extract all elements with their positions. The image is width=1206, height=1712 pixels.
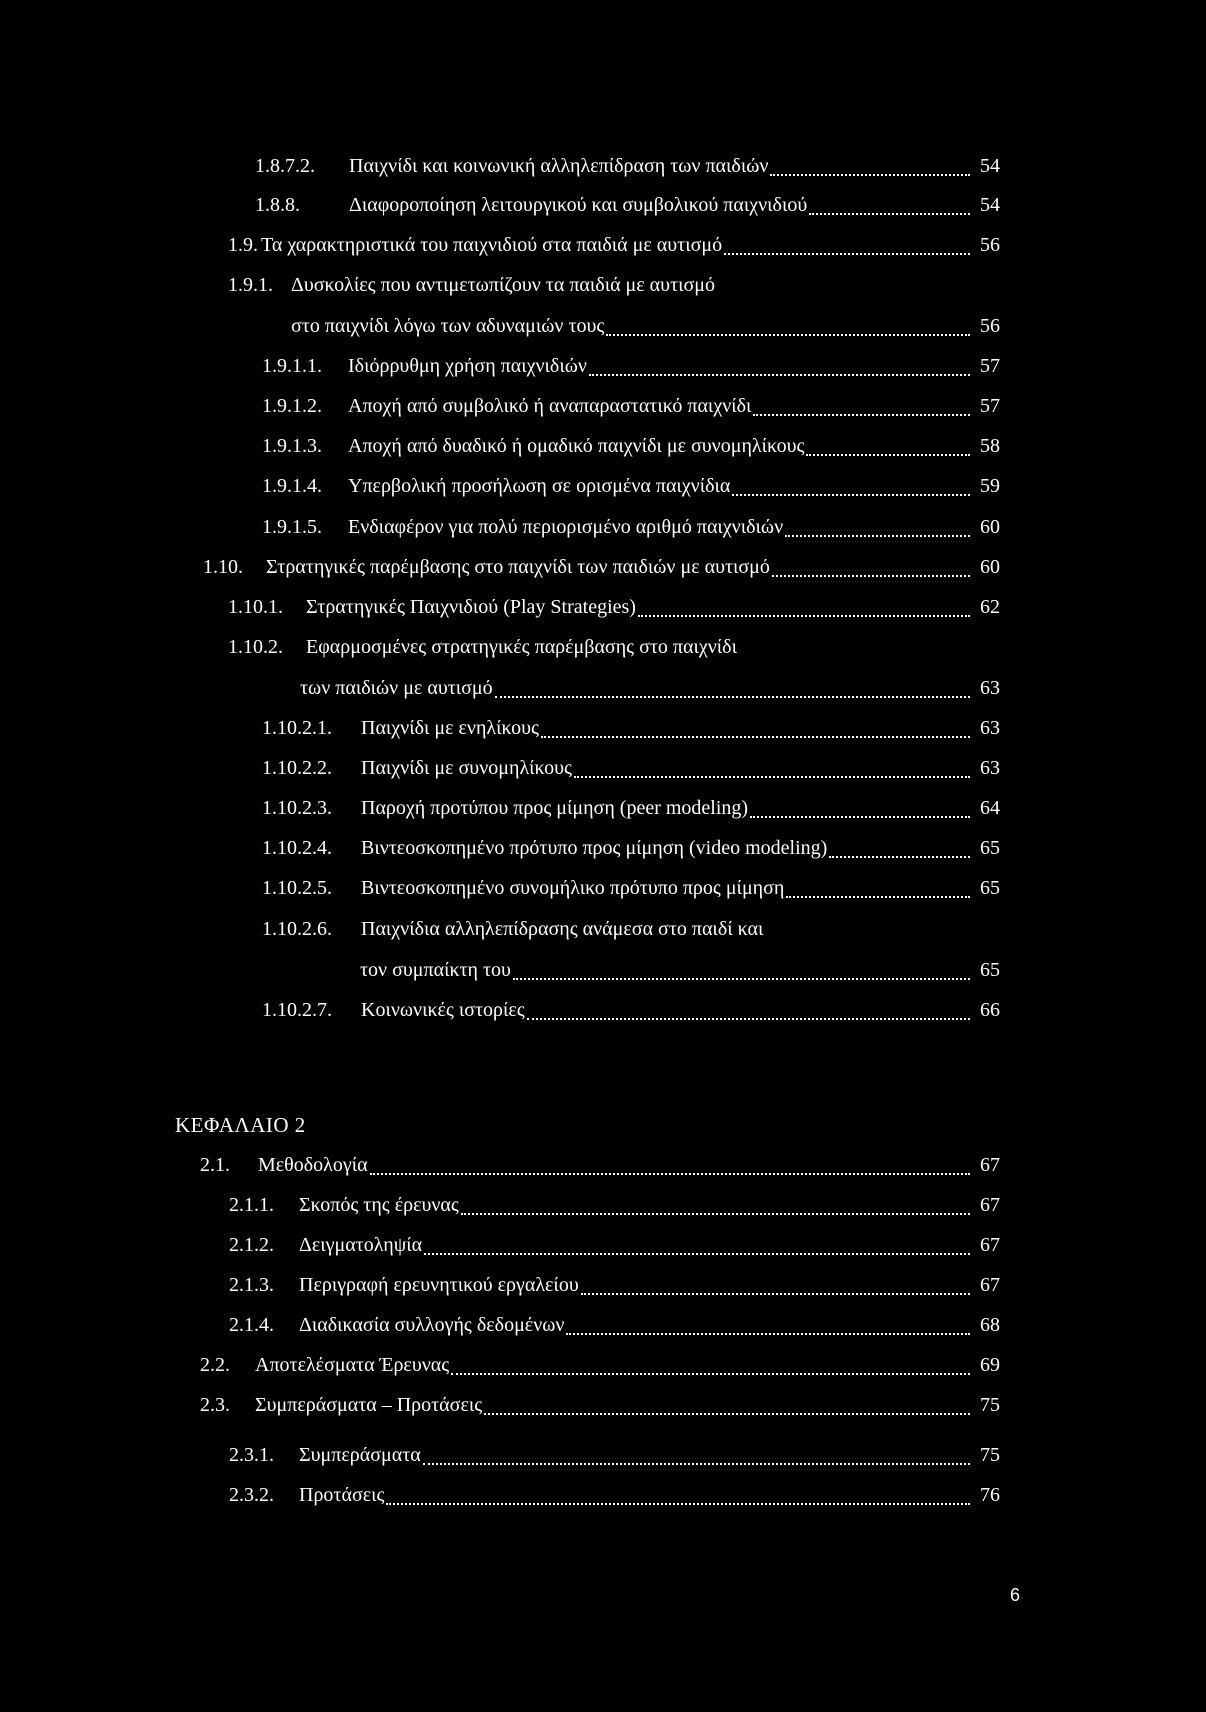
toc-entry-leader — [806, 431, 970, 456]
toc-entry — [228, 632, 1000, 662]
toc-entry-page: 65 — [980, 877, 1000, 899]
toc-entry-title: Παιχνίδι με ενηλίκους — [361, 717, 539, 739]
toc-entry-page: 64 — [980, 797, 1000, 819]
toc-entry-number: 2.1. — [200, 1154, 230, 1176]
toc-entry-page: 76 — [980, 1484, 1000, 1506]
toc-entry — [262, 391, 1000, 421]
toc-entry — [262, 431, 1000, 461]
toc-entry-title: Κοινωνικές ιστορίες — [361, 999, 525, 1021]
toc-entry-number: 2.3.1. — [229, 1444, 274, 1466]
toc-entry-leader — [386, 1480, 970, 1505]
toc-entry — [262, 471, 1000, 501]
toc-entry-leader — [786, 873, 970, 898]
toc-entry-title: Συμπεράσματα — [299, 1444, 421, 1466]
toc-entry-title: Προτάσεις — [299, 1484, 385, 1506]
toc-entry-leader — [461, 1190, 970, 1215]
toc-entry-number: 2.3. — [200, 1394, 230, 1416]
toc-entry — [300, 673, 1000, 703]
toc-entry — [255, 190, 1000, 220]
toc-entry — [360, 955, 1000, 985]
toc-entry-leader — [527, 995, 970, 1020]
toc-entry — [203, 552, 1000, 582]
toc-entry-title: Συμπεράσματα – Προτάσεις — [255, 1394, 483, 1416]
toc-entry-page: 68 — [980, 1314, 1000, 1336]
toc-entry-leader — [495, 673, 970, 698]
toc-entry-page: 63 — [980, 757, 1000, 779]
toc-entry-page: 65 — [980, 837, 1000, 859]
toc-entry-number: 2.3.2. — [229, 1484, 274, 1506]
toc-entry — [229, 1270, 1000, 1300]
toc-entry-title: Διαδικασία συλλογής δεδομένων — [299, 1314, 565, 1336]
toc-entry — [229, 1440, 1000, 1470]
toc-entry-title: Διαφοροποίηση λειτουργικού και συμβολικού παιχνιδιού — [349, 194, 808, 216]
toc-entry-leader — [829, 833, 970, 858]
toc-entry-title: Βιντεοσκοπημένο πρότυπο προς μίμηση (video modeling) — [361, 837, 828, 859]
toc-entry-leader — [750, 793, 970, 818]
toc-entry-number: 2.2. — [200, 1354, 230, 1376]
toc-entry — [228, 592, 1000, 622]
toc-entry-number: 1.9.1.1. — [262, 355, 322, 377]
toc-entry-leader — [606, 311, 970, 336]
toc-entry-page: 63 — [980, 677, 1000, 699]
toc-entry-number: 1.9.1.4. — [262, 475, 322, 497]
toc-entry-number: 1.10.2.2. — [262, 757, 332, 779]
toc-entry-number: 2.1.2. — [229, 1234, 274, 1256]
toc-entry-leader — [770, 151, 970, 176]
toc-entry-title: Στρατηγικές παρέμβασης στο παιχνίδι των παιδιών με αυτισμό — [266, 556, 770, 578]
toc-entry-page: 59 — [980, 475, 1000, 497]
toc-entry-number: 1.10.2.5. — [262, 877, 332, 899]
toc-entry-title: Στρατηγικές Παιχνιδιού (Play Strategies) — [306, 596, 636, 618]
toc-entry-leader — [724, 230, 970, 255]
toc-entry-title: Τα χαρακτηριστικά του παιχνιδιού στα παιδιά με αυτισμό — [261, 234, 723, 256]
toc-entry-page: 69 — [980, 1354, 1000, 1376]
toc-entry — [229, 1190, 1000, 1220]
toc-entry-title: Μεθοδολογία — [258, 1154, 368, 1176]
toc-entry-page: 57 — [980, 395, 1000, 417]
toc-entry-title: Δειγματοληψία — [299, 1234, 423, 1256]
toc-entry-title: Σκοπός της έρευνας — [299, 1194, 459, 1216]
toc-entry-page: 56 — [980, 234, 1000, 256]
toc-entry-title: Ενδιαφέρον για πολύ περιορισμένο αριθμό παιχνιδιών — [348, 516, 784, 538]
toc-entry — [229, 1480, 1000, 1510]
toc-entry-title: των παιδιών με αυτισμό — [300, 677, 493, 699]
toc-entry-number: 1.9.1.5. — [262, 516, 322, 538]
toc-entry-number: 1.9. — [228, 234, 258, 256]
toc-entry-page: 66 — [980, 999, 1000, 1021]
toc-entry — [228, 270, 1000, 300]
toc-entry-leader — [785, 512, 970, 537]
toc-entry-number: 1.9.1. — [228, 274, 273, 296]
toc-entry-number: 1.8.8. — [255, 194, 300, 216]
toc-entry-number: 1.10.2.4. — [262, 837, 332, 859]
toc-entry — [229, 1230, 1000, 1260]
toc-entry-page: 63 — [980, 717, 1000, 739]
toc-entry-page: 67 — [980, 1234, 1000, 1256]
toc-entry-leader — [423, 1440, 970, 1465]
toc-entry-title: Αποχή από δυαδικό ή ομαδικό παιχνίδι με συνομηλίκους — [348, 435, 805, 457]
toc-entry — [200, 1350, 1000, 1380]
toc-entry-page: 62 — [980, 596, 1000, 618]
toc-entry — [262, 873, 1000, 903]
toc-entry-leader — [451, 1350, 970, 1375]
toc-entry — [262, 995, 1000, 1025]
toc-entry-title: Εφαρμοσμένες στρατηγικές παρέμβασης στο παιχνίδι — [306, 636, 737, 658]
toc-entry-title: Δυσκολίες που αντιμετωπίζουν τα παιδιά με αυτισμό — [291, 274, 715, 296]
toc-entry — [262, 512, 1000, 542]
toc-entry — [262, 793, 1000, 823]
toc-entry — [291, 311, 1000, 341]
toc-entry-leader — [809, 190, 970, 215]
toc-entry-page: 75 — [980, 1444, 1000, 1466]
toc-entry-number: 1.10.2.1. — [262, 717, 332, 739]
toc-entry-leader — [541, 713, 970, 738]
toc-entry-page: 60 — [980, 556, 1000, 578]
toc-entry-title: Παροχή προτύπου προς μίμηση (peer modeling) — [361, 797, 749, 819]
toc-entry-page: 58 — [980, 435, 1000, 457]
toc-entry-page: 75 — [980, 1394, 1000, 1416]
toc-entry-number: 1.9.1.3. — [262, 435, 322, 457]
toc-entry-leader — [574, 753, 970, 778]
toc-entry-title: τον συμπαίκτη του — [360, 959, 511, 981]
toc-entry — [262, 713, 1000, 743]
toc-entry-title: στο παιχνίδι λόγω των αδυναμιών τους — [291, 315, 605, 337]
toc-entry-number: 1.10.2.7. — [262, 999, 332, 1021]
toc-entry-leader — [638, 592, 970, 617]
toc-entry-title: Παιχνίδια αλληλεπίδρασης ανάμεσα στο παιδί και — [361, 918, 764, 940]
toc-entry — [262, 833, 1000, 863]
toc-entry-title: Αποτελέσματα Έρευνας — [255, 1354, 450, 1376]
toc-entry-title: Περιγραφή ερευνητικού εργαλείου — [299, 1274, 579, 1296]
toc-entry-number: 2.1.3. — [229, 1274, 274, 1296]
toc-entry-leader — [753, 391, 970, 416]
toc-entry — [262, 753, 1000, 783]
toc-entry-number: 1.10. — [203, 556, 243, 578]
toc-entry-page: 57 — [980, 355, 1000, 377]
toc-entry-number: 1.10.2.6. — [262, 918, 332, 940]
toc-entry-title: Αποχή από συμβολικό ή αναπαραστατικό παιχνίδι — [348, 395, 752, 417]
toc-entry-page: 60 — [980, 516, 1000, 538]
toc-entry-number: 2.1.4. — [229, 1314, 274, 1336]
toc-entry-leader — [424, 1230, 970, 1255]
toc-entry-page: 65 — [980, 959, 1000, 981]
toc-entry — [228, 230, 1000, 260]
toc-entry-page: 67 — [980, 1274, 1000, 1296]
chapter-heading: ΚΕΦΑΛΑΙΟ 2 — [175, 1113, 306, 1137]
toc-entry-page: 54 — [980, 155, 1000, 177]
toc-entry-number: 1.8.7.2. — [255, 155, 315, 177]
toc-entry-title: Βιντεοσκοπημένο συνομήλικο πρότυπο προς μίμηση — [361, 877, 785, 899]
toc-entry — [262, 914, 1000, 944]
toc-entry-number: 2.1.1. — [229, 1194, 274, 1216]
page-number: 6 — [1009, 1585, 1020, 1605]
toc-entry-page: 67 — [980, 1194, 1000, 1216]
toc-entry — [200, 1150, 1000, 1180]
toc-entry-leader — [581, 1270, 970, 1295]
toc-entry-number: 1.9.1.2. — [262, 395, 322, 417]
toc-entry-leader — [513, 955, 970, 980]
toc-entry-page: 67 — [980, 1154, 1000, 1176]
toc-entry-leader — [566, 1310, 970, 1335]
toc-entry — [200, 1390, 1000, 1420]
toc-entry-number: 1.10.2. — [228, 636, 283, 658]
toc-entry-number: 1.10.1. — [228, 596, 283, 618]
toc-entry-leader — [732, 471, 970, 496]
toc-entry-title: Παιχνίδι και κοινωνική αλληλεπίδραση των παιδιών — [349, 155, 769, 177]
toc-entry — [262, 351, 1000, 381]
toc-entry-page: 54 — [980, 194, 1000, 216]
toc-entry-title: Υπερβολική προσήλωση σε ορισμένα παιχνίδια — [348, 475, 731, 497]
toc-entry-page: 56 — [980, 315, 1000, 337]
toc-entry — [229, 1310, 1000, 1340]
toc-entry-title: Παιχνίδι με συνομηλίκους — [361, 757, 572, 779]
toc-entry-number: 1.10.2.3. — [262, 797, 332, 819]
toc-entry-title: Ιδιόρρυθμη χρήση παιχνιδιών — [348, 355, 587, 377]
toc-entry-leader — [772, 552, 970, 577]
toc-entry-leader — [484, 1390, 970, 1415]
toc-entry — [255, 151, 1000, 181]
toc-entry-leader — [589, 351, 970, 376]
toc-entry-leader — [370, 1150, 970, 1175]
